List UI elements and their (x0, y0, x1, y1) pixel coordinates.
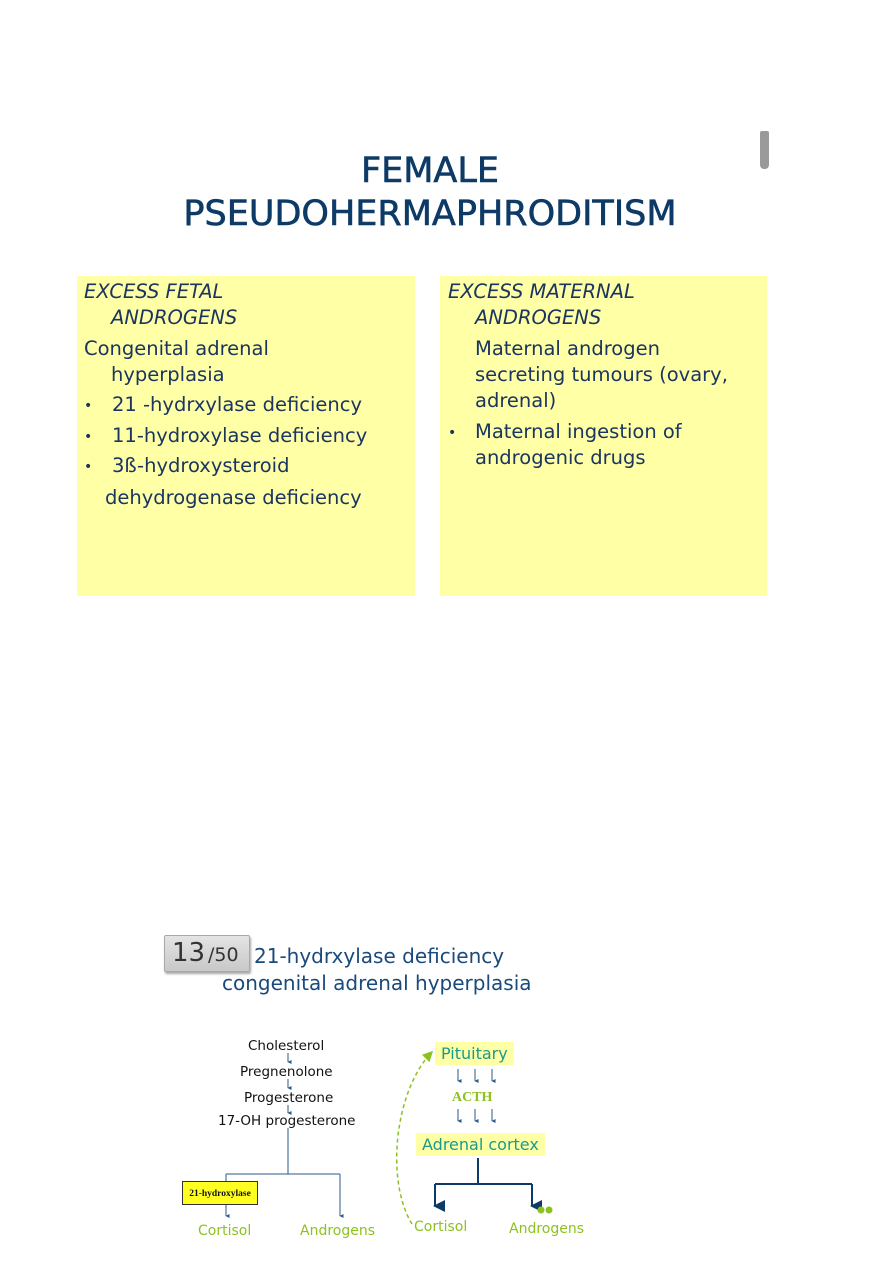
slide2-title: 21-hydrxylase deficiency (254, 944, 505, 968)
adrenal-cortex-box: Adrenal cortex (416, 1133, 545, 1156)
bullet-icon: • (84, 459, 93, 475)
panel-heading: EXCESS FETAL (84, 280, 224, 303)
green-dot (538, 1207, 545, 1214)
panel-intro-cont: hyperplasia (111, 363, 225, 386)
panel-intro: Congenital adrenal (84, 337, 269, 360)
title-line-1: FEMALE (360, 151, 499, 191)
pathway-step: Pregnenolone (240, 1064, 333, 1080)
panel-heading-cont: ANDROGENS (111, 306, 238, 329)
output-androgens: Androgens (300, 1223, 376, 1239)
output-androgens: Androgens (509, 1221, 585, 1237)
total-pages: /50 (208, 944, 239, 966)
panel-paragraph: secreting tumours (ovary, (475, 363, 728, 386)
output-cortisol: Cortisol (414, 1219, 468, 1235)
list-item-cont: dehydrogenase deficiency (105, 486, 362, 509)
panel-paragraph: Maternal androgen (475, 337, 660, 360)
green-dot (546, 1207, 553, 1214)
enzyme-label: 21-hydroxylase (182, 1181, 258, 1205)
pathway-step: Progesterone (244, 1090, 334, 1106)
pathway-step: Cholesterol (248, 1038, 325, 1054)
bullet-icon: • (448, 425, 457, 441)
bullet-icon: • (84, 429, 93, 445)
pituitary-box: Pituitary (435, 1042, 514, 1065)
panel-paragraph: adrenal) (475, 389, 557, 412)
output-cortisol: Cortisol (198, 1223, 252, 1239)
bullet-icon: • (84, 398, 93, 414)
list-item: 3ß-hydroxysteroid (112, 454, 290, 477)
current-page: 13 (172, 938, 206, 968)
panel-heading-cont: ANDROGENS (475, 306, 602, 329)
slide2-subtitle: congenital adrenal hyperplasia (222, 971, 532, 995)
title-line-2: PSEUDOHERMAPHRODITISM (183, 194, 677, 234)
list-item-cont: androgenic drugs (475, 446, 646, 469)
panel-heading: EXCESS MATERNAL (448, 280, 635, 303)
pathway-step: 17-OH progesterone (218, 1113, 356, 1129)
list-item: Maternal ingestion of (475, 420, 682, 443)
acth-label: ACTH (452, 1090, 493, 1105)
list-item: 11-hydroxylase deficiency (112, 424, 368, 447)
list-item: 21 -hydrxylase deficiency (112, 393, 363, 416)
